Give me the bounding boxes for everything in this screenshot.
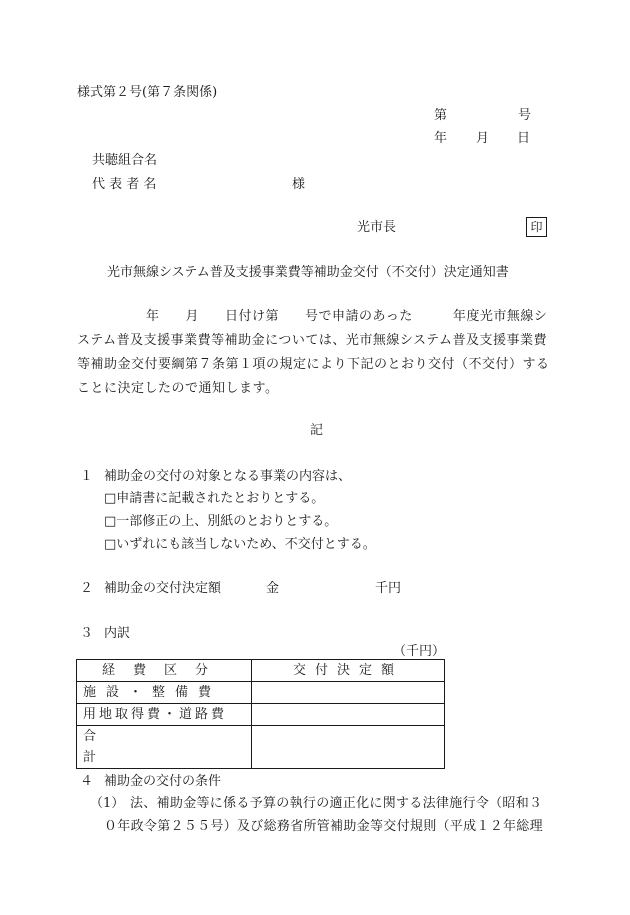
representative-label: 代 表 者 名 [92,177,157,192]
association-name-label: 共聴組合名 [92,153,158,168]
section-1-option-2: □一部修正の上、別紙のとおりとする。 [104,514,338,529]
row-facility-value [252,682,445,704]
date-month: 月 [476,131,490,146]
section-1-option-1: □申請書に記載されたとおりとする。 [104,491,325,506]
breakdown-table [76,659,445,769]
number-suffix: 号 [518,108,532,123]
body-line-3: 等補助金交付要綱第７条第１項の規定により下記のとおり交付（不交付）する [77,357,550,372]
body-line-4: ことに決定したので通知します。 [77,381,279,396]
section-2-number: ２ [80,581,94,596]
section-2-heading: 補助金の交付決定額 [104,581,222,596]
section-4-item-line-2: ０年政令第２５５号）及び総務省所管補助金等交付規則（平成１２年総理 [104,819,543,834]
section-3-heading: 内訳 [104,626,131,641]
body-year: 年 [146,309,160,324]
section-4-item-number: （1） [90,796,125,811]
body-line-2: ステム普及支援事業費等補助金については、光市無線システム普及支援事業費 [77,333,548,348]
section-1-number: １ [80,469,94,484]
body-month: 月 [185,309,200,324]
document-title: 光市無線システム普及支援事業費等補助金交付（不交付）決定通知書 [107,265,509,280]
body-tail: 年度光市無線シ [452,309,548,324]
section-4-number: ４ [80,774,94,789]
issuer-name: 光市長 [357,220,397,235]
table-row [77,704,445,726]
ki-heading: 記 [310,423,324,438]
table-header-row [77,660,445,682]
section-4-item-line-1: 法、補助金等に係る予算の執行の適正化に関する法律施行令（昭和３ [130,796,543,811]
body-number-text: 号で申請のあった [305,309,413,324]
grant-amount-header: 交付決定額 [252,660,445,682]
body-line-1 [77,305,555,329]
honorific: 様 [292,177,306,192]
date-day: 日 [517,131,531,146]
row-facility-label: 施設・整備費 [77,682,252,704]
table-row [77,726,445,769]
section-1-option-3: □いずれにも該当しないため、不交付とする。 [104,537,376,552]
section-2-kin: 金 [266,581,280,596]
row-total-value [252,726,445,769]
form-label: 様式第２号(第７条関係) [77,85,218,100]
seal-box: 印 [526,217,547,237]
expense-category-header: 経費区分 [77,660,252,682]
section-1-heading: 補助金の交付の対象となる事業の内容は、 [104,469,352,484]
table-row [77,682,445,704]
date-year: 年 [434,131,448,146]
section-2-unit: 千円 [375,581,402,596]
row-total-label: 合計 [77,726,252,769]
body-paragraph [77,305,555,401]
row-land-label: 用地取得費・道路費 [77,704,252,726]
number-prefix: 第 [434,108,448,123]
body-day-no: 日付け第 [225,309,280,324]
section-4-heading: 補助金の交付の条件 [104,774,222,789]
unit-note: （千円） [393,644,446,659]
section-3-number: ３ [80,626,94,641]
row-land-value [252,704,445,726]
